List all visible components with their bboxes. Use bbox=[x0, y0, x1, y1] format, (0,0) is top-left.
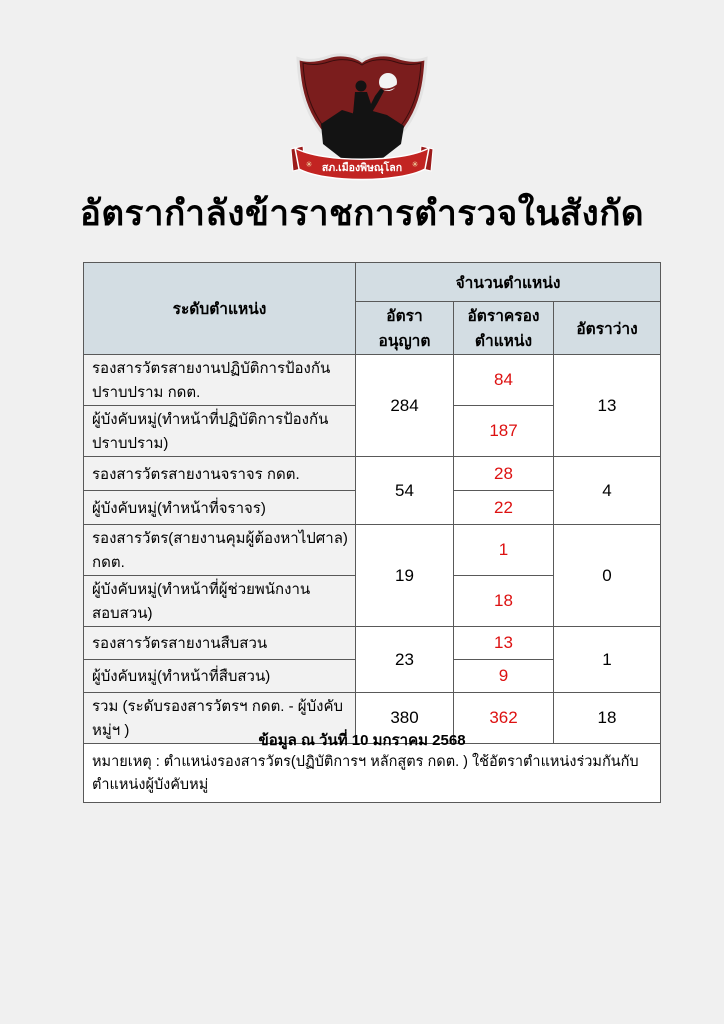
vacant-value: 13 bbox=[554, 355, 661, 457]
header-occupied-line1: อัตราครอง bbox=[467, 308, 540, 325]
police-emblem bbox=[287, 52, 437, 182]
occupied-value: 18 bbox=[454, 576, 554, 627]
header-authorized: อัตราอนุญาต bbox=[356, 302, 454, 355]
position-label: ผู้บังคับหมู่(ทำหน้าที่ผู้ช่วยพนักงานสอบสวน) bbox=[84, 576, 356, 627]
authorized-value: 284 bbox=[356, 355, 454, 457]
vacant-value: 4 bbox=[554, 457, 661, 525]
occupied-value: 9 bbox=[454, 660, 554, 693]
ribbon-star-right: ✳ bbox=[411, 160, 419, 169]
header-vacant: อัตราว่าง bbox=[554, 302, 661, 355]
authorized-value: 23 bbox=[356, 627, 454, 693]
table-row bbox=[84, 627, 661, 660]
vacant-value: 1 bbox=[554, 627, 661, 693]
occupied-value: 1 bbox=[454, 525, 554, 576]
footnote-text: หมายเหตุ : ตำแหน่งรองสารวัตร(ปฏิบัติการฯ หลักสูตร กดต. ) ใช้อัตราตำแหน่งร่วมกันกับ ตำแหน่งผู้บังคับหมู่ bbox=[84, 744, 661, 803]
position-label: ผู้บังคับหมู่(ทำหน้าที่ปฏิบัติการป้องกันปราบปราม) bbox=[84, 406, 356, 457]
table-row bbox=[84, 457, 661, 491]
ribbon-star-left: ✳ bbox=[305, 160, 313, 169]
total-label: รวม (ระดับรองสารวัตรฯ กดต. - ผู้บังคับหมู่ฯ ) bbox=[84, 693, 356, 744]
ribbon-text: สภ.เมืองพิษณุโลก bbox=[321, 162, 403, 174]
occupied-value: 187 bbox=[454, 406, 554, 457]
total-occupied: 362 bbox=[454, 693, 554, 744]
position-label: รองสารวัตรสายงานสืบสวน bbox=[84, 627, 356, 660]
position-label: รองสารวัตรสายงานจราจร กดต. bbox=[84, 457, 356, 491]
authorized-value: 19 bbox=[356, 525, 454, 627]
occupied-value: 84 bbox=[454, 355, 554, 406]
occupied-value: 22 bbox=[454, 491, 554, 525]
header-occupied-line2: ตำแหน่ง bbox=[474, 333, 533, 350]
total-authorized: 380 bbox=[356, 693, 454, 744]
vacant-value: 0 bbox=[554, 525, 661, 627]
page-title: อัตรากำลังข้าราชการตำรวจในสังกัด bbox=[79, 194, 645, 233]
data-as-of-date: ข้อมูล ณ วันที่ 10 มกราคม 2568 bbox=[258, 732, 466, 749]
position-label: ผู้บังคับหมู่(ทำหน้าที่จราจร) bbox=[84, 491, 356, 525]
position-label: รองสารวัตรสายงานปฏิบัติการป้องกันปราบปราม กดต. bbox=[84, 355, 356, 406]
police-emblem-graphic bbox=[287, 52, 437, 182]
table-row bbox=[84, 355, 661, 406]
header-positions-group: จำนวนตำแหน่ง bbox=[356, 263, 661, 302]
position-label: ผู้บังคับหมู่(ทำหน้าที่สืบสวน) bbox=[84, 660, 356, 693]
position-label: รองสารวัตร(สายงานคุมผู้ต้องหาไปศาล) กดต. bbox=[84, 525, 356, 576]
occupied-value: 28 bbox=[454, 457, 554, 491]
occupied-value: 13 bbox=[454, 627, 554, 660]
total-vacant: 18 bbox=[554, 693, 661, 744]
authorized-value: 54 bbox=[356, 457, 454, 525]
header-occupied bbox=[454, 302, 554, 355]
footnote-row bbox=[84, 744, 661, 803]
table-row bbox=[84, 525, 661, 576]
personnel-table bbox=[83, 262, 661, 803]
header-position-level: ระดับตำแหน่ง bbox=[84, 263, 356, 355]
